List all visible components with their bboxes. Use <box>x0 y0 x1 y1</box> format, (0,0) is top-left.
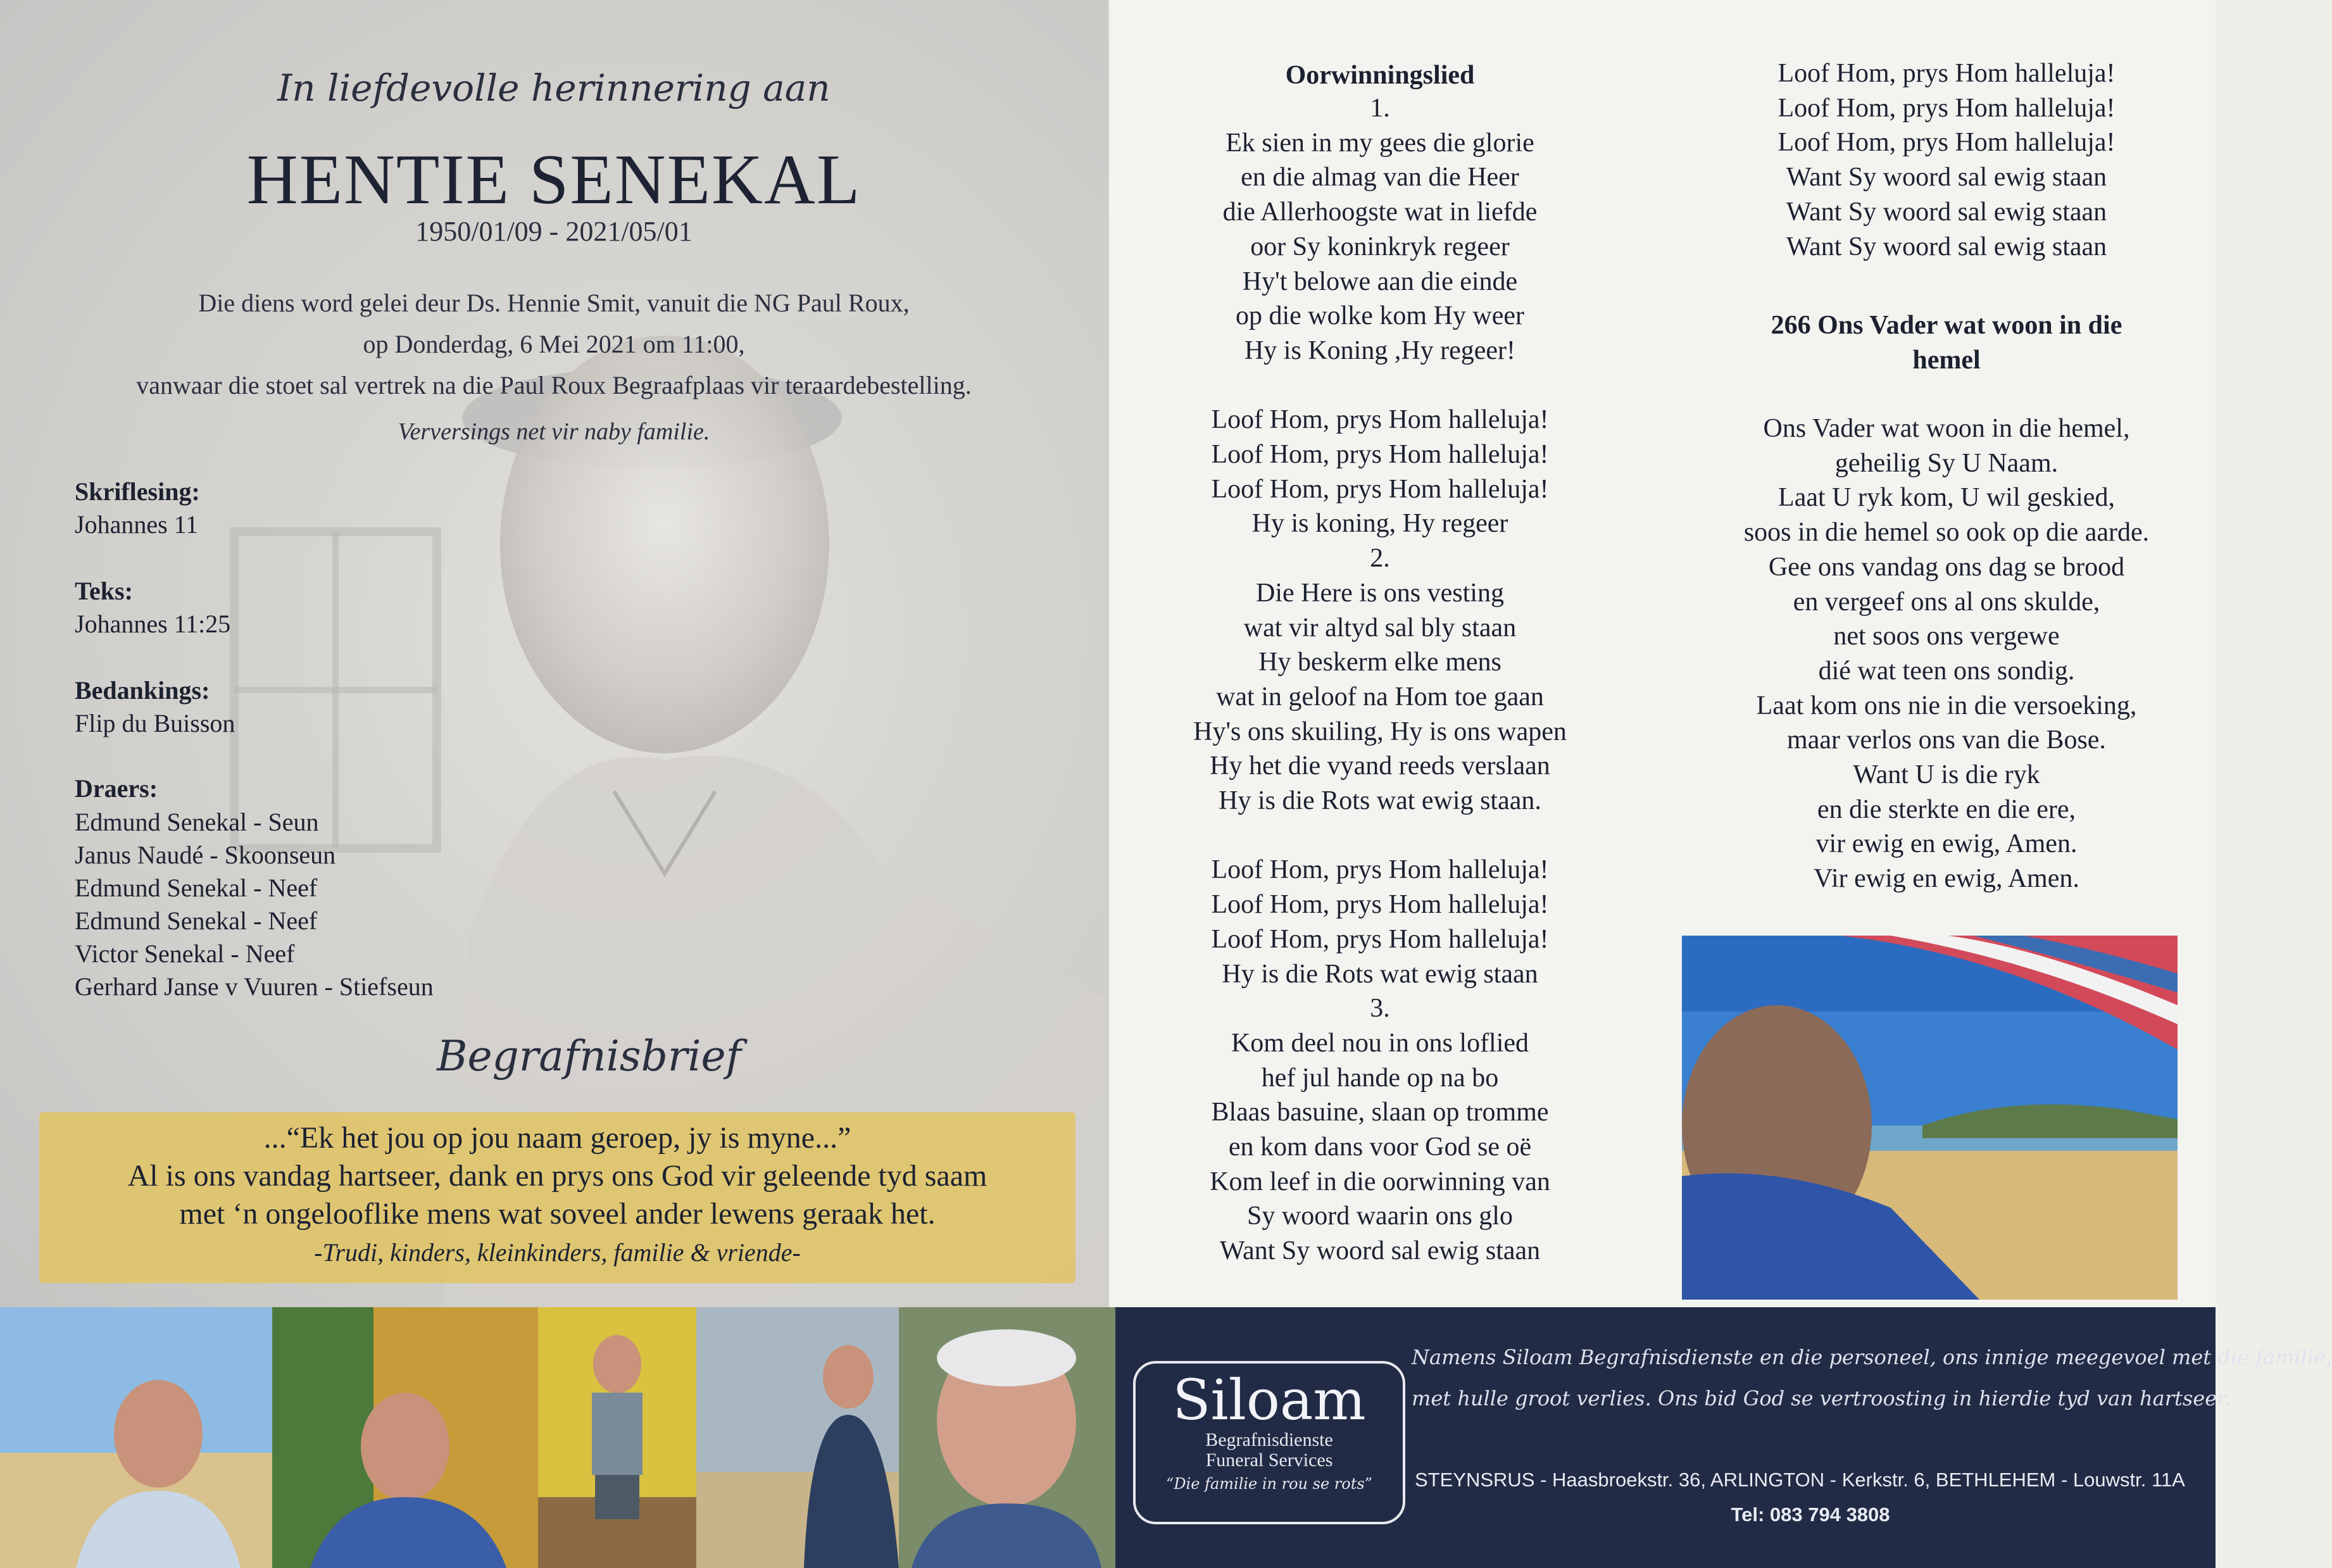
song1-line: Kom deel nou in ons loflied <box>1231 1028 1529 1058</box>
photo-4 <box>696 1307 899 1568</box>
photo-1 <box>0 1307 272 1568</box>
song1-line: Hy't belowe aan die einde <box>1242 267 1518 296</box>
page-fold <box>1106 0 1109 1307</box>
condolence-line-2: met hulle groot verlies. Ons bid God se vertroosting in hierdie tyd van hartseer. <box>1412 1386 2231 1410</box>
song2-line: net soos ons vergewe <box>1833 622 2060 651</box>
song1-line: Kom leef in die oorwinning van <box>1210 1167 1550 1196</box>
photo-2 <box>272 1307 538 1568</box>
song2-title-line-1: 266 Ons Vader wat woon in die <box>1771 311 2122 340</box>
draer-item: Edmund Senekal - Seun <box>75 808 319 836</box>
song1-line: die Allerhoogste wat in liefde <box>1222 198 1538 227</box>
song1-continued-line: Want Sy woord sal ewig staan <box>1786 197 2107 227</box>
quote-line-1: ...“Ek het jou op jou naam geroep, jy is myne...” <box>263 1121 851 1155</box>
song1-line: op die wolke kom Hy weer <box>1235 301 1525 331</box>
draer-item: Janus Naudé - Skoonseun <box>75 841 336 869</box>
song1-line: Hy het die vyand reeds verslaan <box>1210 751 1550 781</box>
song2-line: Vir ewig en ewig, Amen. <box>1814 864 2079 894</box>
refreshments-note: Verversings net vir naby familie. <box>398 418 710 445</box>
song1-line: hef jul hande op na bo <box>1261 1063 1499 1093</box>
deceased-name: HENTIE SENEKAL <box>246 141 862 219</box>
song1-continued-line: Want Sy woord sal ewig staan <box>1786 232 2107 261</box>
song1-line: Ek sien in my gees die glorie <box>1226 128 1534 158</box>
song1-line: Loof Hom, prys Hom halleluja! <box>1211 474 1549 504</box>
song1-continued-line: Loof Hom, prys Hom halleluja! <box>1777 128 2116 158</box>
song1-continued-line: Loof Hom, prys Hom halleluja! <box>1777 59 2116 88</box>
photo-5 <box>899 1307 1115 1568</box>
song2-line: dié wat teen ons sondig. <box>1818 656 2075 686</box>
song1-line: Hy's ons skuiling, Hy is ons wapen <box>1193 717 1567 746</box>
song1-title: Oorwinningslied <box>1285 61 1475 90</box>
song1-line: Want Sy woord sal ewig staan <box>1219 1236 1541 1266</box>
bedankings-value: Flip du Buisson <box>75 709 235 737</box>
song2-line: Laat U ryk kom, U wil geskied, <box>1778 483 2115 513</box>
service-line-1: Die diens word gelei deur Ds. Hennie Smit, vanuit die NG Paul Roux, <box>198 289 910 317</box>
song2-line: soos in die hemel so ook op die aarde. <box>1743 518 2150 548</box>
logo-name: Siloam <box>1172 1367 1366 1433</box>
logo-sub-2: Funeral Services <box>1205 1450 1333 1471</box>
song1-line: Blaas basuine, slaan op tromme <box>1211 1098 1549 1127</box>
song1-line: Hy beskerm elke mens <box>1258 648 1501 677</box>
song1-line: Loof Hom, prys Hom halleluja! <box>1211 890 1549 920</box>
brief-title: Begrafnisbrief <box>437 1032 742 1081</box>
teks-value: Johannes 11:25 <box>75 610 231 638</box>
teks-label: Teks: <box>75 577 133 605</box>
song1-line: 1. <box>1370 94 1390 123</box>
photo-strip <box>0 1307 1115 1568</box>
draers-label: Draers: <box>75 774 158 803</box>
memorial-heading: In liefdevolle herinnering aan <box>277 66 831 110</box>
skriflesing-label: Skriflesing: <box>75 477 200 506</box>
song1-line: Hy is Koning ,Hy regeer! <box>1244 336 1516 365</box>
song2-title-line-2: hemel <box>1912 346 1981 375</box>
song2-line: geheilig Sy U Naam. <box>1834 448 2059 478</box>
song1-line: Die Here is ons vesting <box>1256 578 1504 608</box>
life-dates: 1950/01/09 - 2021/05/01 <box>415 216 693 247</box>
song2-line: maar verlos ons van die Bose. <box>1787 725 2106 755</box>
draer-item: Gerhard Janse v Vuuren - Stiefseun <box>75 972 434 1001</box>
song1-line: en kom dans voor God se oë <box>1228 1132 1532 1162</box>
song2-line: Gee ons vandag ons dag se brood <box>1768 552 2125 582</box>
service-line-2: op Donderdag, 6 Mei 2021 om 11:00, <box>363 330 745 358</box>
song1-line: Hy is die Rots wat ewig staan. <box>1219 786 1541 815</box>
song2-line: Want U is die ryk <box>1853 760 2040 789</box>
song1-line: 2. <box>1370 544 1390 574</box>
quote-signature: -Trudi, kinders, kleinkinders, familie & vriende- <box>314 1238 801 1267</box>
condolence-line-1: Namens Siloam Begrafnisdienste en die personeel, ons innige meegevoel met die familie, <box>1412 1345 2332 1369</box>
song1-line: en die almag van die Heer <box>1241 163 1519 192</box>
song1-line: Hy is koning, Hy regeer <box>1251 509 1508 539</box>
song1-line: 3. <box>1370 994 1390 1024</box>
beach-photo <box>1682 936 2178 1300</box>
phone-number: Tel: 083 794 3808 <box>1731 1503 1890 1526</box>
logo-sub-1: Begrafnisdienste <box>1205 1429 1333 1450</box>
skriflesing-value: Johannes 11 <box>75 510 199 539</box>
service-line-3: vanwaar die stoet sal vertrek na die Paul Roux Begraafplaas vir teraardebestelling. <box>136 371 972 399</box>
song1-line: Loof Hom, prys Hom halleluja! <box>1211 855 1549 885</box>
draer-item: Edmund Senekal - Neef <box>75 874 318 902</box>
song2-line: Laat kom ons nie in die versoeking, <box>1756 691 2137 720</box>
song2-line: en vergeef ons al ons skulde, <box>1793 587 2100 617</box>
song1-line: oor Sy koninkryk regeer <box>1250 232 1510 261</box>
photo-3 <box>538 1307 696 1568</box>
quote-line-3: met ‘n ongelooflike mens wat soveel ander lewens geraak het. <box>179 1197 936 1231</box>
branch-addresses: STEYNSRUS - Haasbroekstr. 36, ARLINGTON - Kerkstr. 6, BETHLEHEM - Louwstr. 11A <box>1415 1469 2185 1491</box>
song1-continued-line: Loof Hom, prys Hom halleluja! <box>1777 93 2116 123</box>
song1-line: Sy woord waarin ons glo <box>1247 1201 1513 1231</box>
bedankings-label: Bedankings: <box>75 676 210 705</box>
draer-item: Edmund Senekal - Neef <box>75 906 318 935</box>
logo-motto: “Die familie in rou se rots” <box>1166 1475 1372 1493</box>
song1-line: wat vir altyd sal bly staan <box>1243 613 1517 643</box>
song1-continued-line: Want Sy woord sal ewig staan <box>1786 163 2107 192</box>
song1-line: wat in geloof na Hom toe gaan <box>1216 682 1544 712</box>
song1-line: Loof Hom, prys Hom halleluja! <box>1211 405 1549 435</box>
song2-line: Ons Vader wat woon in die hemel, <box>1763 414 2130 443</box>
song1-line: Loof Hom, prys Hom halleluja! <box>1211 924 1549 954</box>
song2-line: en die sterkte en die ere, <box>1817 794 2076 824</box>
song1-line: Loof Hom, prys Hom halleluja! <box>1211 440 1549 469</box>
song1-line: Hy is die Rots wat ewig staan <box>1222 959 1538 989</box>
quote-line-2: Al is ons vandag hartseer, dank en prys ons God vir geleende tyd saam <box>127 1159 987 1193</box>
song2-line: vir ewig en ewig, Amen. <box>1815 829 2078 859</box>
draer-item: Victor Senekal - Neef <box>75 939 295 968</box>
